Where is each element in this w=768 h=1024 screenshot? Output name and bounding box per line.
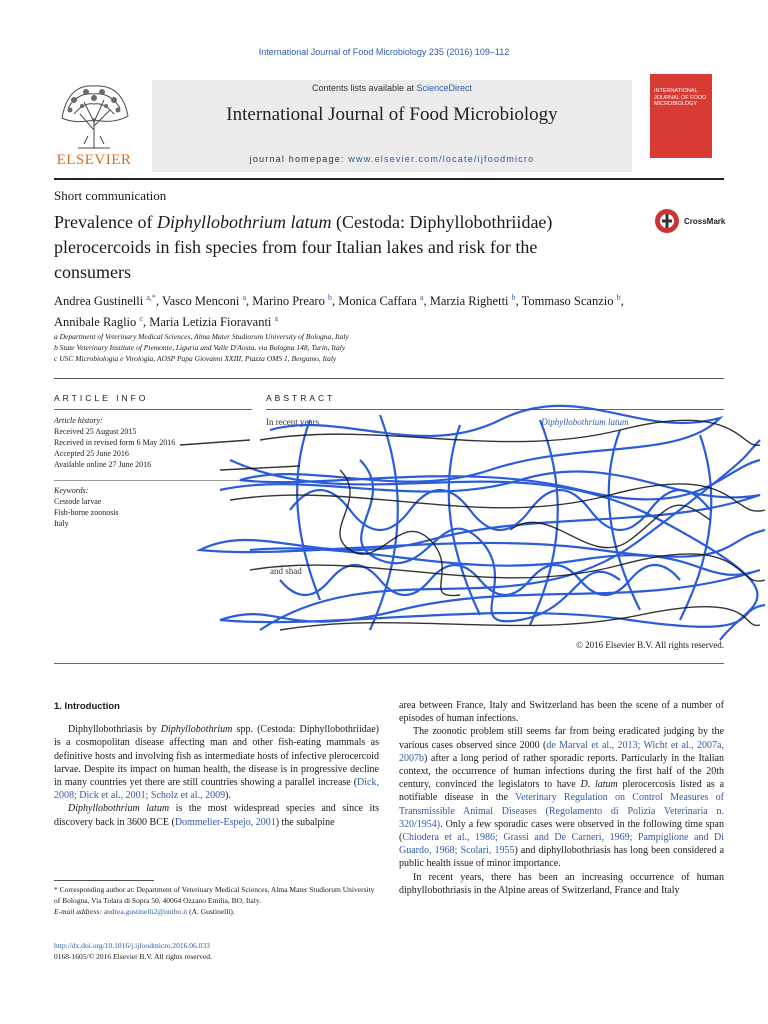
journal-masthead xyxy=(54,74,714,172)
author-affiliation-mark[interactable]: a,* xyxy=(146,293,156,302)
history-revised: Received in revised form 6 May 2016 xyxy=(54,438,176,447)
author[interactable] xyxy=(149,315,278,329)
title-part-2: (Cestoda: Diphyllobothriidae) plerocercoids in fish species from four Italian lakes and risk for the consumers xyxy=(54,212,553,282)
issn-line: 0168-1605/© 2016 Elsevier B.V. All rights reserved. xyxy=(54,952,212,961)
scribble-redaction xyxy=(160,400,768,650)
doi-block xyxy=(54,940,379,962)
author-separator: , xyxy=(515,294,522,309)
article-title xyxy=(54,210,574,285)
contents-prefix: Contents lists available at xyxy=(311,83,417,93)
intro-paragraph-1: Diphyllobothriasis by Diphyllobothrium spp. (Cestoda: Diphyllobothriidae) is a cosmopolitan disease affecting man and other fish-eating mammals as definitive hosts and involving fish as intermediate hosts of infective plerocercoid larvae. Despite its impact on human health, the disease is in progressive decline in many countries yet there are still countries showing a parallel increase (Dick, 2008; Dick et al., 2001; Scholz et al., 2009). xyxy=(54,724,379,802)
author-name: Marzia Righetti xyxy=(429,294,509,309)
title-part-1: Prevalence of xyxy=(54,212,157,232)
crossmark-icon xyxy=(654,208,680,234)
affiliation-divider xyxy=(54,378,724,379)
left-column xyxy=(54,700,379,829)
author-affiliation-mark[interactable]: a xyxy=(419,293,424,302)
title-species: Diphyllobothrium latum xyxy=(156,212,332,232)
journal-reference-link[interactable]: International Journal of Food Microbiology 235 (2016) 109–112 xyxy=(258,47,510,57)
keywords-label: Keywords: xyxy=(54,486,89,495)
author-affiliation-mark[interactable]: b xyxy=(616,293,621,302)
footnote-email-line: E-mail address: andrea.gustinelli2@unibo.it (A. Gustinelli). xyxy=(54,907,235,916)
footnote-divider xyxy=(54,880,154,881)
keyword-item: Italy xyxy=(54,519,69,528)
author-affiliation-mark[interactable]: b xyxy=(327,293,332,302)
crossmark-label: CrossMark xyxy=(684,217,726,226)
author-name: Andrea Gustinelli xyxy=(54,294,144,309)
affiliation-c: c USC Microbiologia e Virologia, AOSP Papa Giovanni XXIII, Piazza OMS 1, Bergamo, Italy xyxy=(54,354,337,363)
crossmark-badge[interactable] xyxy=(654,208,734,238)
author-separator: , xyxy=(620,294,624,309)
author[interactable] xyxy=(522,294,624,308)
author-affiliation-mark[interactable]: a xyxy=(242,293,247,302)
introduction-heading: 1. Introduction xyxy=(54,701,120,712)
abstract-fragment: In recent years xyxy=(266,417,319,427)
author-separator: , xyxy=(246,294,253,309)
right-column xyxy=(399,699,724,897)
article-type: Short communication xyxy=(54,188,167,203)
author-affiliation-mark[interactable]: a xyxy=(274,314,279,324)
keyword-item: Cestode larvae xyxy=(54,497,102,506)
intro-paragraph-3: The zoonotic problem still seems far from being eradicated judging by the various cases observed since 2000 (de Marval et al., 2013; Wicht et al., 2007a, 2007b) after a long period of rather sporadic reports. Particularly in the Italian context, the occurrence of human infections during the first half of the 20th century, convinced the legislators to have D. latum plerocercosis listed as a notifiable disease in the Veterinary Regulation on Control Measures of Transmissible Animal Diseases (Regolamento di Polizia Veterinaria n. 320/1954). Only a few sporadic cases were observed in the following time span (Chiodera et al., 1986; Grassi and De Carneri, 1969; Pampiglione and Di Guardo, 1968; Scolari, 1955) and diphyllobothriasis has long been considered a public health issue of minor importance. xyxy=(399,726,725,870)
intro-paragraph-continued: area between France, Italy and Switzerland has been the scene of a number of episodes of human infections. xyxy=(399,700,724,725)
author-separator: , xyxy=(155,294,162,309)
journal-title: International Journal of Food Microbiology xyxy=(226,104,558,125)
author-name: Monica Caffara xyxy=(338,294,417,309)
abstract-fragment: Diphyllobothrium latum xyxy=(541,417,629,427)
affiliation-b: b State Veterinary Institute of Piemonte, Liguria and Valle D'Aosta, via Bologna 148, Turin, Italy xyxy=(54,343,346,352)
journal-homepage-line xyxy=(152,154,632,164)
homepage-prefix: journal homepage: xyxy=(249,154,349,164)
author-separator: , xyxy=(331,294,339,309)
citation-link[interactable]: Dick, 2008; Dick et al., 2001; Scholz et al., 2009 xyxy=(54,777,379,802)
author[interactable] xyxy=(252,294,338,308)
author-name: Maria Letizia Fioravanti xyxy=(149,315,272,330)
author-affiliation-mark[interactable]: c xyxy=(139,314,143,324)
article-info-heading: ARTICLE INFO xyxy=(54,393,149,403)
author[interactable] xyxy=(54,315,149,329)
regulation-link[interactable]: Veterinary Regulation on Control Measures of Transmissible Animal Diseases (Regolamento di Polizia Veterinaria n. 320/1954) xyxy=(399,792,724,830)
intro-paragraph-4: In recent years, there has been an increasing occurrence of human diphyllobothriasis in the Alpine areas of Switzerland, France and Italy xyxy=(399,871,724,896)
author-name: Tommaso Scanzio xyxy=(521,294,614,309)
citation-link[interactable]: de Marval et al., 2013; Wicht et al., 2007a, 2007b xyxy=(399,739,724,764)
history-online: Available online 27 June 2016 xyxy=(54,460,152,469)
sciencedirect-link[interactable]: ScienceDirect xyxy=(416,83,473,93)
abstract-end-divider xyxy=(54,663,724,664)
citation-link[interactable]: Dommelier-Espejo, 2001 xyxy=(174,816,276,828)
author-separator: , xyxy=(142,315,150,330)
author[interactable] xyxy=(54,294,162,308)
cover-title: INTERNATIONAL JOURNAL OF FOOD MICROBIOLOGY xyxy=(654,88,707,107)
author-name: Vasco Menconi xyxy=(161,294,240,309)
author[interactable] xyxy=(338,294,430,308)
doi-link[interactable]: http://dx.doi.org/10.1016/j.ijfoodmicro.2016.06.033 xyxy=(54,941,210,950)
footnote-text: * Corresponding author at: Department of Veterinary Medical Sciences, Alma Mater Studiorum University of Bologna, Via Tolara di Sopra 50, 40064 Ozzano Emilia, BO, Italy. xyxy=(54,885,375,905)
intro-paragraph-2: Diphyllobothrium latum is the most widespread species and since its discovery back in 3600 BCE (Dommelier-Espejo, 2001) the subalpine xyxy=(54,803,379,828)
author[interactable] xyxy=(430,294,522,308)
keyword-item: Fish-borne zoonosis xyxy=(54,508,119,517)
affiliation-a: a Department of Veterinary Medical Sciences, Alma Mater Studiorum University of Bologna, Italy xyxy=(54,332,349,341)
masthead-divider xyxy=(54,178,724,180)
history-received: Received 25 August 2015 xyxy=(54,427,137,436)
history-accepted: Accepted 25 June 2016 xyxy=(54,449,129,458)
email-link[interactable]: andrea.gustinelli2@unibo.it xyxy=(103,907,188,916)
author-separator: , xyxy=(423,294,430,309)
citation-link[interactable]: Chiodera et al., 1986; Grassi and De Carneri, 1969; Pampiglione and Di Guardo, 1968; Scolari, 1955 xyxy=(399,832,724,857)
contents-line xyxy=(152,83,632,93)
abstract-copyright: © 2016 Elsevier B.V. All rights reserved. xyxy=(576,640,724,650)
author-name: Marino Prearo xyxy=(252,294,325,309)
history-label: Article history: xyxy=(54,416,103,425)
affiliations xyxy=(54,331,724,364)
author-affiliation-mark[interactable]: b xyxy=(511,293,516,302)
author-name: Annibale Raglio xyxy=(54,315,137,330)
abstract-fragment: and shad xyxy=(270,565,302,576)
author-list xyxy=(54,289,724,331)
journal-header-band xyxy=(152,80,632,172)
corresponding-author-footnote xyxy=(54,884,379,917)
author[interactable] xyxy=(162,294,252,308)
abstract-heading: ABSTRACT xyxy=(266,393,336,403)
elsevier-wordmark: ELSEVIER xyxy=(56,152,132,168)
journal-cover-image xyxy=(650,74,712,158)
homepage-link[interactable]: www.elsevier.com/locate/ijfoodmicro xyxy=(348,154,535,164)
